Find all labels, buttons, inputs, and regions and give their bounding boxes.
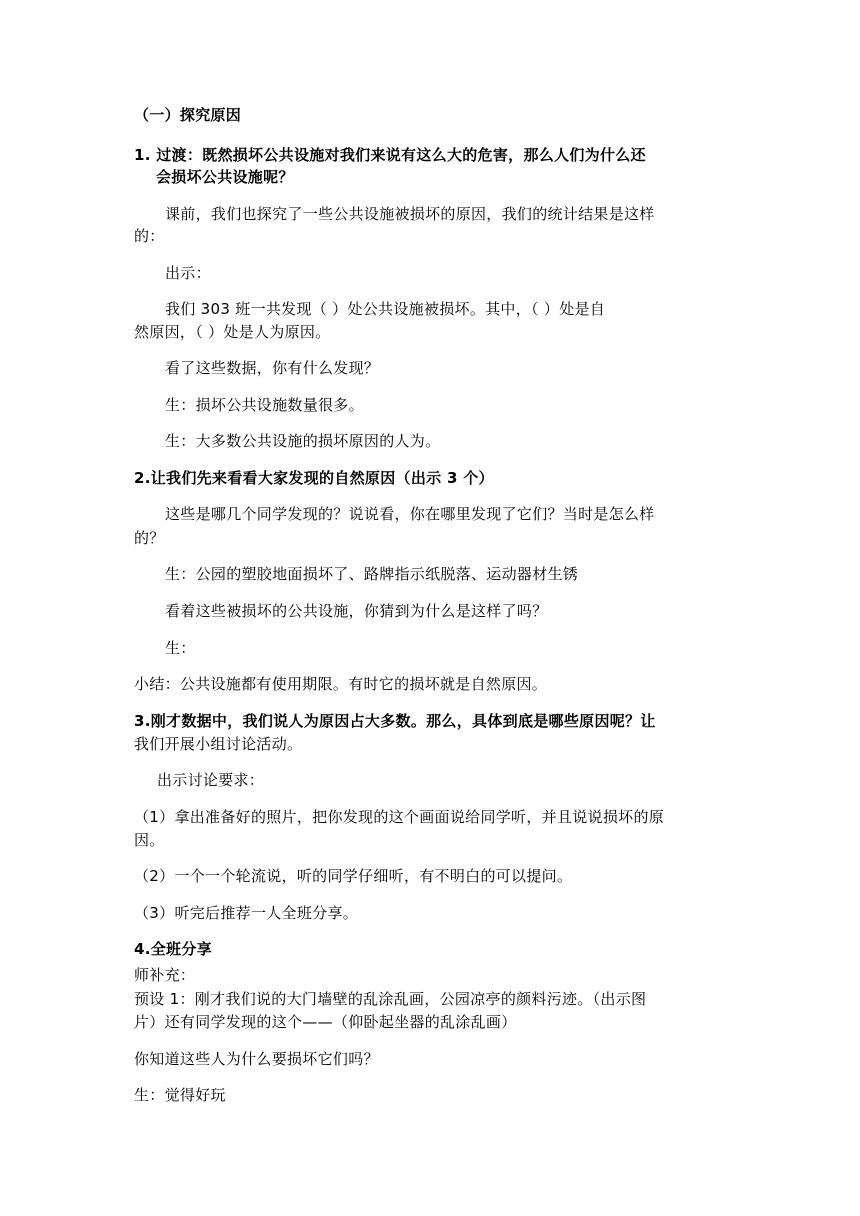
item1-title-line1: 1. 过渡：既然损坏公共设施对我们来说有这么大的危害，那么人们为什么还 <box>134 146 646 164</box>
paragraph-5: 生：损坏公共设施数量很多。 <box>165 396 364 414</box>
item3-title-line1: 3.刚才数据中，我们说人为原因占大多数。那么，具体到底是哪些原因呢？让 <box>134 712 656 730</box>
summary: 小结：公共设施都有使用期限。有时它的损坏就是自然原因。 <box>134 675 548 693</box>
paragraph-6: 生：大多数公共设施的损坏原因的人为。 <box>165 432 441 450</box>
paragraph-13-line1: 预设 1：刚才我们说的大门墙壁的乱涂乱画，公园凉亭的颜料污迹。（出示图 <box>134 990 647 1008</box>
requirement-2: （2）一个一个轮流说，听的同学仔细听，有不明白的可以提问。 <box>134 867 573 885</box>
requirement-1-line2: 因。 <box>134 831 165 849</box>
paragraph-15: 生：觉得好玩 <box>134 1086 226 1104</box>
paragraph-3-line2: 然原因，（ ）处是人为原因。 <box>134 323 331 341</box>
requirement-3: （3）听完后推荐一人全班分享。 <box>134 904 359 922</box>
paragraph-14: 你知道这些人为什么要损坏它们吗？ <box>134 1050 379 1068</box>
item1-title-line2: 会损坏公共设施呢？ <box>156 168 294 186</box>
paragraph-7-line1: 这些是哪几个同学发现的？说说看，你在哪里发现了它们？当时是怎么样 <box>165 505 655 523</box>
paragraph-12: 师补充： <box>134 966 196 984</box>
paragraph-1-line2: 的： <box>134 227 165 245</box>
paragraph-2: 出示： <box>165 264 211 282</box>
paragraph-9: 看着这些被损坏的公共设施，你猜到为什么是这样了吗？ <box>165 602 548 620</box>
paragraph-13-line2: 片）还有同学发现的这个——（仰卧起坐器的乱涂乱画） <box>134 1013 517 1031</box>
item3-title-line2: 我们开展小组讨论活动。 <box>134 735 303 753</box>
paragraph-1-line1: 课前，我们也探究了一些公共设施被损坏的原因，我们的统计结果是这样 <box>165 205 655 223</box>
paragraph-7-line2: 的？ <box>134 529 165 547</box>
item2-title: 2.让我们先来看看大家发现的自然原因（出示 3 个） <box>134 469 494 487</box>
requirement-1-line1: （1）拿出准备好的照片，把你发现的这个画面说给同学听，并且说说损坏的原 <box>134 808 665 826</box>
paragraph-11: 出示讨论要求： <box>157 771 265 789</box>
paragraph-10: 生： <box>165 639 196 657</box>
paragraph-8: 生：公园的塑胶地面损坏了、路牌指示纸脱落、运动器材生锈 <box>165 565 579 583</box>
paragraph-3-line1: 我们 303 班一共发现（ ）处公共设施被损坏。其中，（ ）处是自 <box>165 300 606 318</box>
paragraph-4: 看了这些数据，你有什么发现？ <box>165 359 380 377</box>
item4-title: 4.全班分享 <box>134 940 212 958</box>
section-heading: （一）探究原因 <box>134 106 242 124</box>
